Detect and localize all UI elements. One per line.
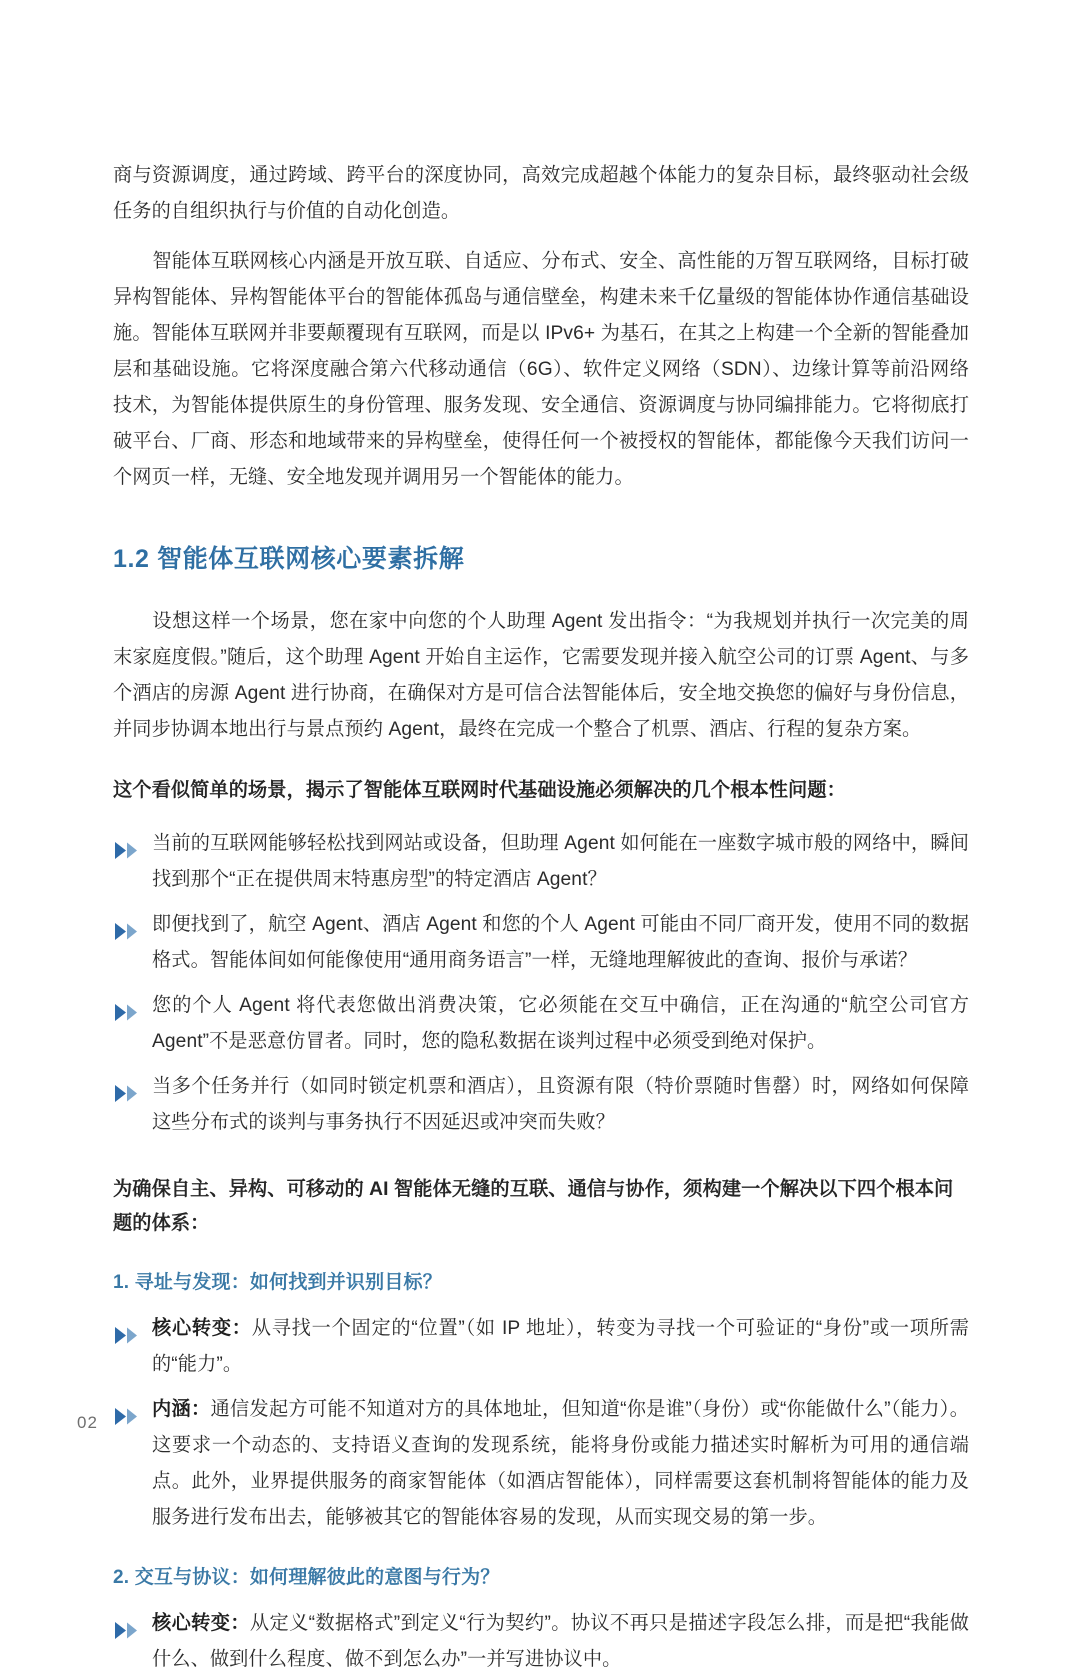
scenario-paragraph: 设想这样一个场景，您在家中向您的个人助理 Agent 发出指令：“为我规划并执行一次完美的周末家庭度假。”随后，这个助理 Agent 开始自主运作，它需要发现并接入航空公司的订票 Agent、与多个酒店的房源 Agent 进行协商，在确保对方是可信合法智能体后，安全地交换您的偏好与身份信息，并同步协调本地出行与景点预约 Agent，最终在完成一个整合了机票、酒店、行程的复杂方案。 [113,611,969,740]
subheading-item-2: 2. 交互与协议：如何理解彼此的意图与行为？ [113,1567,500,1588]
questions-intro: 这个看似简单的场景，揭示了智能体互联网时代基础设施必须解决的几个根本性问题： [113,780,846,801]
spacer [113,1141,969,1173]
list-item [113,907,969,979]
spacer [113,1536,969,1562]
list-item [113,1392,969,1536]
questions-list [113,826,969,1141]
list-item-text: 当前的互联网能够轻松找到网站或设备，但助理 Agent 如何能在一座数字城市般的网络中，瞬间找到那个“正在提供周末特惠房型”的特定酒店 Agent？ [152,833,969,890]
list-item [113,1069,969,1141]
list-item-text: 当多个任务并行（如同时锁定机票和酒店），且资源有限（特价票随时售罄）时，网络如何保障这些分布式的谈判与事务执行不因延迟或冲突而失败？ [152,1076,969,1133]
list-item [113,1606,969,1678]
list-item-lead: 核心转变： [152,1613,250,1634]
list-item-lead: 核心转变： [152,1318,252,1339]
double-chevron-icon [115,1616,141,1633]
double-chevron-icon [115,1402,141,1419]
list-item-text: 从定义“数据格式”到定义“行为契约”。协议不再只是描述字段怎么排，而是把“我能做什么、做到什么程度、做不到怎么办”一并写进协议中。 [152,1613,969,1670]
page-content [113,158,969,1678]
item-2-points [113,1606,969,1678]
body-paragraph-2: 智能体互联网核心内涵是开放互联、自适应、分布式、安全、高性能的万智互联网络，目标打破异构智能体、异构智能体平台的智能体孤岛与通信壁垒，构建未来千亿量级的智能体协作通信基础设施。智能体互联网并非要颠覆现有互联网，而是以 IPv6+ 为基石，在其之上构建一个全新的智能叠加层和基础设施。它将深度融合第六代移动通信（6G）、软件定义网络（SDN）、边缘计算等前沿网络技术，为智能体提供原生的身份管理、服务发现、安全通信、资源调度与协同编排能力。它将彻底打破平台、厂商、形态和地域带来的异构壁垒，使得任何一个被授权的智能体，都能像今天我们访问一个网页一样，无缝、安全地发现并调用另一个智能体的能力。 [113,251,969,488]
body-paragraph-1: 商与资源调度，通过跨域、跨平台的深度协同，高效完成超越个体能力的复杂目标，最终驱动社会级任务的自组织执行与价值的自动化创造。 [113,165,969,222]
list-item [113,826,969,898]
double-chevron-icon [115,917,141,934]
double-chevron-icon [115,836,141,853]
spacer [113,1299,969,1311]
double-chevron-icon [115,998,141,1015]
spacer [113,748,969,774]
list-item-text: 即便找到了，航空 Agent、酒店 Agent 和您的个人 Agent 可能由不同厂商开发，使用不同的数据格式。智能体间如何能像使用“通用商务语言”一样，无缝地理解彼此的查询、报价与承诺？ [152,914,969,971]
spacer [113,1241,969,1267]
spacer [113,1594,969,1606]
double-chevron-icon [115,1321,141,1338]
list-item [113,988,969,1060]
subheading-item-1: 1. 寻址与发现：如何找到并识别目标？ [113,1272,442,1293]
item-1-points [113,1311,969,1536]
section-heading-wrapper [113,542,969,576]
list-item-text: 从寻找一个固定的“位置”（如 IP 地址），转变为寻找一个可验证的“身份”或一项所需的“能力”。 [152,1318,969,1375]
double-chevron-icon [115,1079,141,1096]
spacer [113,808,969,826]
list-item-text: 您的个人 Agent 将代表您做出消费决策，它必须能在交互中确信，正在沟通的“航空公司官方 Agent”不是恶意仿冒者。同时，您的隐私数据在谈判过程中必须受到绝对保护。 [152,995,969,1052]
page-number: 02 [77,1413,98,1432]
list-item-text: 通信发起方可能不知道对方的具体地址，但知道“你是谁”（身份）或“你能做什么”（能力）。这要求一个动态的、支持语义查询的发现系统，能将身份或能力描述实时解析为可用的通信端点。此外，业界提供服务的商家智能体（如酒店智能体），同样需要这套机制将智能体的能力及服务进行发布出去，能够被其它的智能体容易的发现，从而实现交易的第一步。 [152,1399,969,1528]
list-item [113,1311,969,1383]
list-item-lead: 内涵： [152,1399,211,1420]
framework-intro: 为确保自主、异构、可移动的 AI 智能体无缝的互联、通信与协作，须构建一个解决以下四个根本问题的体系： [113,1179,954,1234]
section-heading-1-2: 1.2 智能体互联网核心要素拆解 [113,545,465,573]
